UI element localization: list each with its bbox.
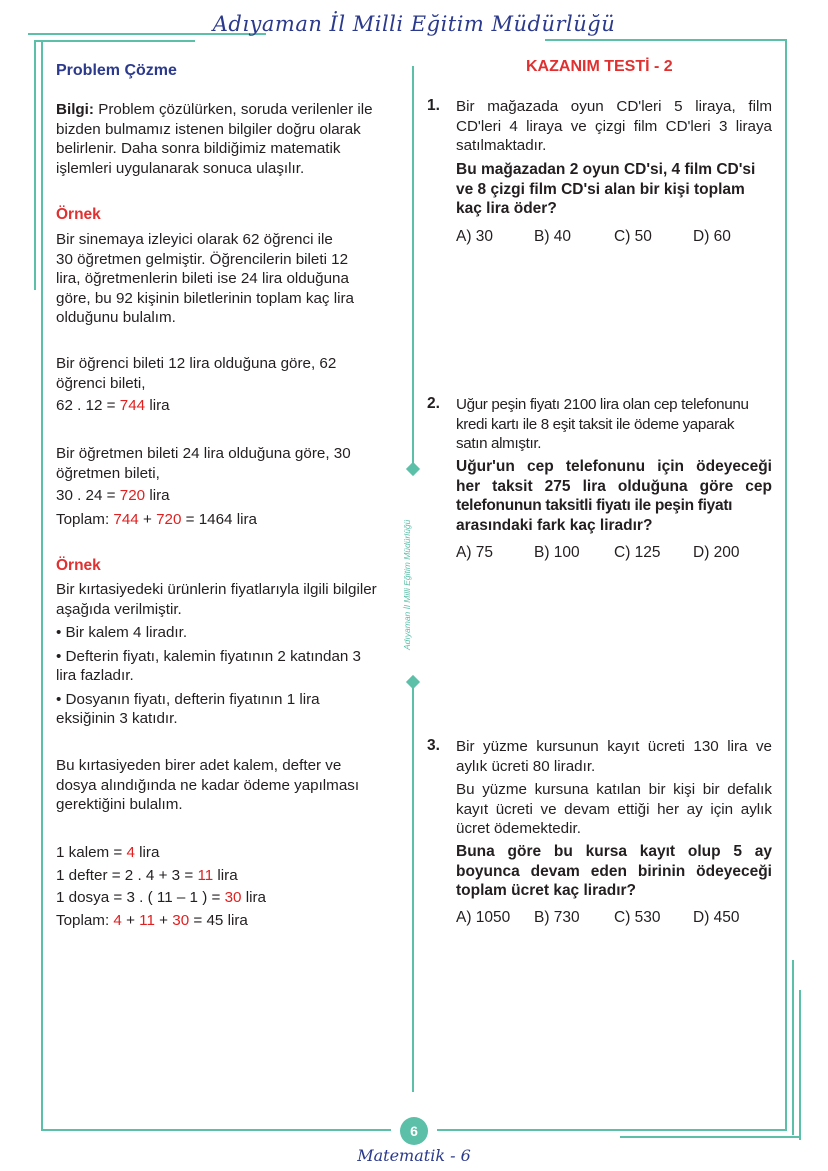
question-line: satılmaktadır. — [456, 137, 547, 154]
question-2-text — [456, 395, 772, 454]
section-title: Problem Çözme — [56, 62, 177, 79]
solution-1 — [56, 354, 336, 416]
choice-c[interactable]: C) 125 — [614, 544, 661, 561]
ornek-line: olduğunu bulalım. — [56, 309, 176, 326]
choice-b[interactable]: B) 100 — [534, 544, 580, 561]
choice-c[interactable]: C) 50 — [614, 228, 652, 245]
frame-left — [41, 40, 43, 1130]
question-3-text — [456, 737, 772, 776]
frame-top-left-2 — [35, 40, 195, 42]
prompt-line: ve 8 çizgi film CD'si alan bir kişi toplam — [456, 180, 745, 198]
prompt-line: kaç lira öder? — [456, 200, 557, 217]
center-divider-bottom — [412, 682, 414, 1092]
question-line: ücret ödemektedir. — [456, 820, 581, 837]
question-1-number: 1. — [427, 97, 440, 114]
ornek-2-label: Örnek — [56, 557, 101, 574]
prompt-line: boyunca devam eden birinin ödeyeceği — [456, 862, 772, 880]
choice-b[interactable]: B) 40 — [534, 228, 572, 245]
bilgi-line: Problem çözülürken, soruda verilenler ile — [93, 101, 373, 118]
total-1: Toplam: 744 + 720 = 1464 lira — [56, 510, 257, 528]
question-line: kayıt ücreti ve devam ettiği her ay için aylık — [456, 800, 772, 818]
bullet-item-cont: lira fazladır. — [56, 667, 134, 684]
ornek-line: 30 öğretmen gelmiştir. Öğrencilerin bileti 12 — [56, 250, 349, 268]
question-line: Bu kırtasiyeden birer adet kalem, defter ve — [56, 757, 342, 774]
frame-top-right — [545, 39, 785, 41]
bilgi-line: bizden bulmamız istenen bilgiler doğru olarak — [56, 120, 361, 138]
frame-bottom-right-2 — [620, 1136, 800, 1138]
prompt-line: Buna göre bu kursa kayıt olup 5 ay — [456, 843, 772, 860]
ornek-1-label: Örnek — [56, 206, 101, 223]
bilgi-line: belirlenir. Daha sonra bildiğimiz matematik — [56, 140, 341, 157]
choice-b[interactable]: B) 730 — [534, 909, 580, 926]
choice-d[interactable]: D) 450 — [693, 909, 740, 926]
question-line: Bu yüzme kursuna katılan bir kişi bir defalık — [456, 781, 772, 798]
question-3-text-2 — [456, 780, 772, 839]
choice-a[interactable]: A) 1050 — [456, 909, 511, 926]
question-3-number: 3. — [427, 737, 440, 754]
prompt-line: toplam ücret kaç liradır? — [456, 882, 637, 899]
bullet-item: • Bir kalem 4 liradır. — [56, 624, 188, 641]
bullet-item-cont: eksiğinin 3 katıdır. — [56, 710, 178, 727]
ornek-line: Bir kırtasiyedeki ürünlerin fiyatlarıyla ilgili bilgiler — [56, 581, 377, 598]
solution-2 — [56, 444, 351, 529]
question-2-number: 2. — [427, 395, 440, 412]
page-number: 6 — [400, 1117, 428, 1145]
question-1-prompt — [456, 160, 772, 219]
prompt-line: Uğur'un cep telefonunu için ödeyeceği — [456, 458, 772, 475]
calc-kalem: 1 kalem = 4 lira — [56, 844, 160, 861]
choice-d[interactable]: D) 60 — [693, 228, 731, 245]
total-2: Toplam: 4 + 11 + 30 = 45 lira — [56, 911, 248, 929]
question-line: aylık ücreti 80 liradır. — [456, 757, 596, 775]
calc-dosya: 1 dosya = 3 . ( 11 – 1 ) = 30 lira — [56, 889, 266, 906]
frame-bottom-right — [437, 1129, 787, 1131]
choice-a[interactable]: A) 30 — [456, 228, 494, 245]
ornek-line: lira, öğretmenlerin bileti ise 24 lira olduğuna — [56, 270, 349, 287]
solution-line: öğretmen bileti, — [56, 464, 160, 482]
question-line: kredi kartı ile 8 eşit taksit ile ödeme yaparak — [456, 415, 735, 433]
ornek-line: göre, bu 92 kişinin biletlerinin toplam kaç lira — [56, 289, 354, 307]
prompt-line: arasındaki fark kaç liradır? — [456, 516, 653, 534]
question-1-text — [456, 97, 772, 156]
test-title: KAZANIM TESTİ - 2 — [526, 58, 673, 75]
bullet-item: • Defterin fiyatı, kalemin fiyatının 2 katından 3 — [56, 647, 362, 665]
frame-bottom-left — [41, 1129, 391, 1131]
divider-diamond-top — [406, 462, 420, 476]
ornek-line: Bir sinemaya izleyici olarak 62 öğrenci ile — [56, 231, 333, 248]
center-divider-top — [412, 66, 414, 470]
prompt-line: telefonunun taksitli fiyatı ile peşin fiyatı — [456, 497, 733, 514]
bullet-item: • Dosyanın fiyatı, defterin fiyatının 1 lira — [56, 690, 320, 708]
ornek-2-question — [56, 756, 359, 815]
question-line: gerektiğini bulalım. — [56, 796, 183, 813]
prompt-line: her taksit 275 lira olduğuna göre cep — [456, 477, 772, 495]
bilgi-line: işlemleri uygulanarak sonuca ulaşılır. — [56, 159, 305, 177]
solution-calc-1: 62 . 12 = 744 lira — [56, 397, 170, 414]
header-title: Adıyaman İl Milli Eğitim Müdürlüğü — [212, 12, 616, 36]
frame-left-outer — [34, 40, 36, 290]
question-3-prompt — [456, 842, 772, 901]
solution-line: Bir öğrenci bileti 12 lira olduğuna göre, 62 — [56, 355, 337, 372]
ornek-2-text — [56, 580, 377, 729]
question-line: CD'leri 4 liraya ve çizgi film CD'leri 3 liraya — [456, 117, 772, 135]
question-line: Bir yüzme kursunun kayıt ücreti 130 lira ve — [456, 738, 772, 755]
choice-d[interactable]: D) 200 — [693, 544, 740, 561]
divider-diamond-bottom — [406, 675, 420, 689]
frame-right-outer — [792, 960, 794, 1135]
question-line: dosya alındığında ne kadar ödeme yapılması — [56, 776, 360, 794]
bilgi-label: Bilgi: — [56, 101, 94, 118]
question-line: Uğur peşin fiyatı 2100 lira olan cep telefonunu — [456, 396, 749, 413]
frame-right-outer-2 — [799, 990, 801, 1140]
footer-subject: Matematik - 6 — [357, 1146, 471, 1165]
question-line: satın almıştır. — [456, 435, 542, 452]
vertical-watermark: Adıyaman İl Milli Eğitim Müdürlüğü — [402, 519, 412, 650]
prompt-line: Bu mağazadan 2 oyun CD'si, 4 film CD'si — [456, 161, 756, 178]
solution-line: Bir öğretmen bileti 24 lira olduğuna göre, 30 — [56, 445, 351, 462]
calc-defter: 1 defter = 2 . 4 + 3 = 11 lira — [56, 866, 238, 884]
solution-calc-2: 30 . 24 = 720 lira — [56, 487, 170, 504]
question-2-prompt — [456, 457, 772, 535]
bilgi-paragraph — [56, 100, 373, 178]
choice-a[interactable]: A) 75 — [456, 544, 494, 561]
solution-line: öğrenci bileti, — [56, 374, 146, 392]
frame-right — [785, 39, 787, 1129]
choice-c[interactable]: C) 530 — [614, 909, 661, 926]
ornek-1-text — [56, 230, 354, 328]
ornek-line: aşağıda verilmiştir. — [56, 600, 182, 618]
ornek-2-calcs — [56, 842, 266, 932]
question-line: Bir mağazada oyun CD'leri 5 liraya, film — [456, 98, 772, 115]
